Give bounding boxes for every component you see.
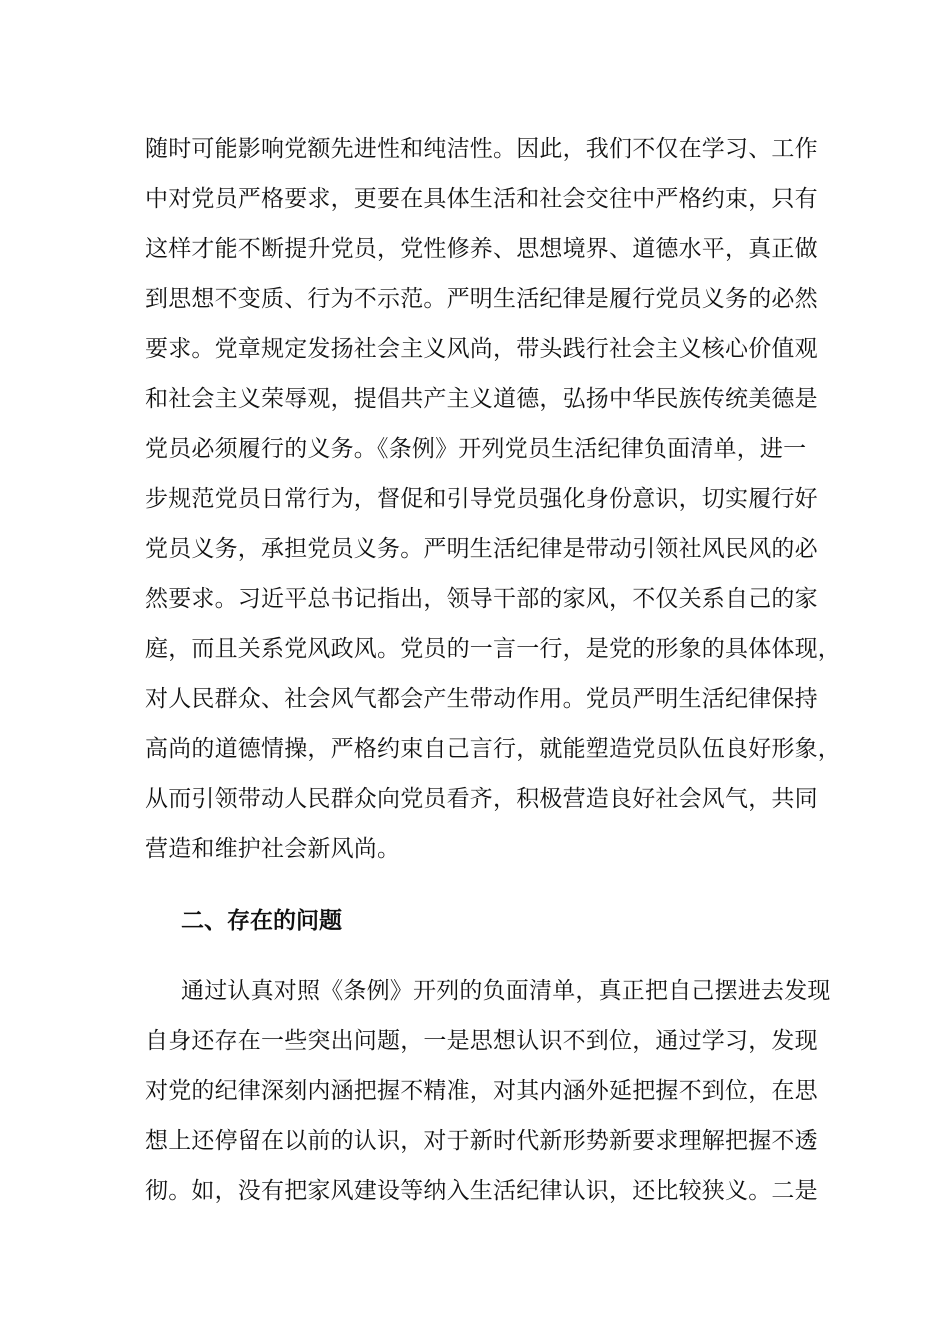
paragraph-line: 然要求。习近平总书记指出，领导干部的家风，不仅关系自己的家 [145,586,818,612]
paragraph-line: 从而引领带动人民群众向党员看齐，积极营造良好社会风气，共同 [145,786,818,812]
paragraph-line: 要求。党章规定发扬社会主义风尚，带头践行社会主义核心价值观 [145,336,818,362]
paragraph-line: 高尚的道德情操，严格约束自己言行，就能塑造党员队伍良好形象， [145,736,841,762]
paragraph-line: 想上还停留在以前的认识，对于新时代新形势新要求理解把握不透 [145,1128,818,1154]
paragraph-line: 这样才能不断提升党员，党性修养、思想境界、道德水平，真正做 [145,236,818,262]
paragraph-line: 营造和维护社会新风尚。 [145,836,401,862]
paragraph-line: 自身还存在一些突出问题，一是思想认识不到位，通过学习，发现 [145,1028,818,1054]
paragraph-line: 庭，而且关系党风政风。党员的一言一行，是党的形象的具体体现， [145,636,841,662]
paragraph-line: 和社会主义荣辱观，提倡共产主义道德，弘扬中华民族传统美德是 [145,386,818,412]
paragraph-line: 对党的纪律深刻内涵把握不精准，对其内涵外延把握不到位，在思 [145,1078,818,1104]
paragraph-line: 到思想不变质、行为不示范。严明生活纪律是履行党员义务的必然 [145,286,818,312]
paragraph-line: 步规范党员日常行为，督促和引导党员强化身份意识，切实履行好 [145,486,818,512]
paragraph-line: 中对党员严格要求，更要在具体生活和社会交往中严格约束，只有 [145,186,818,212]
paragraph-line: 对人民群众、社会风气都会产生带动作用。党员严明生活纪律保持 [145,686,818,712]
paragraph-line: 随时可能影响党额先进性和纯洁性。因此，我们不仅在学习、工作 [145,136,818,162]
paragraph-line: 党员义务，承担党员义务。严明生活纪律是带动引领社风民风的必 [145,536,818,562]
paragraph-1 [145,124,841,874]
paragraph-line: 党员必须履行的义务。《条例》开列党员生活纪律负面清单，进一 [145,436,807,462]
paragraph-line: 彻。如，没有把家风建设等纳入生活纪律认识，还比较狭义。二是 [145,1178,818,1204]
section-heading: 二、存在的问题 [181,908,342,934]
paragraph-2 [145,966,831,1216]
paragraph-line: 通过认真对照《条例》开列的负面清单，真正把自己摆进去发现 [181,978,831,1004]
